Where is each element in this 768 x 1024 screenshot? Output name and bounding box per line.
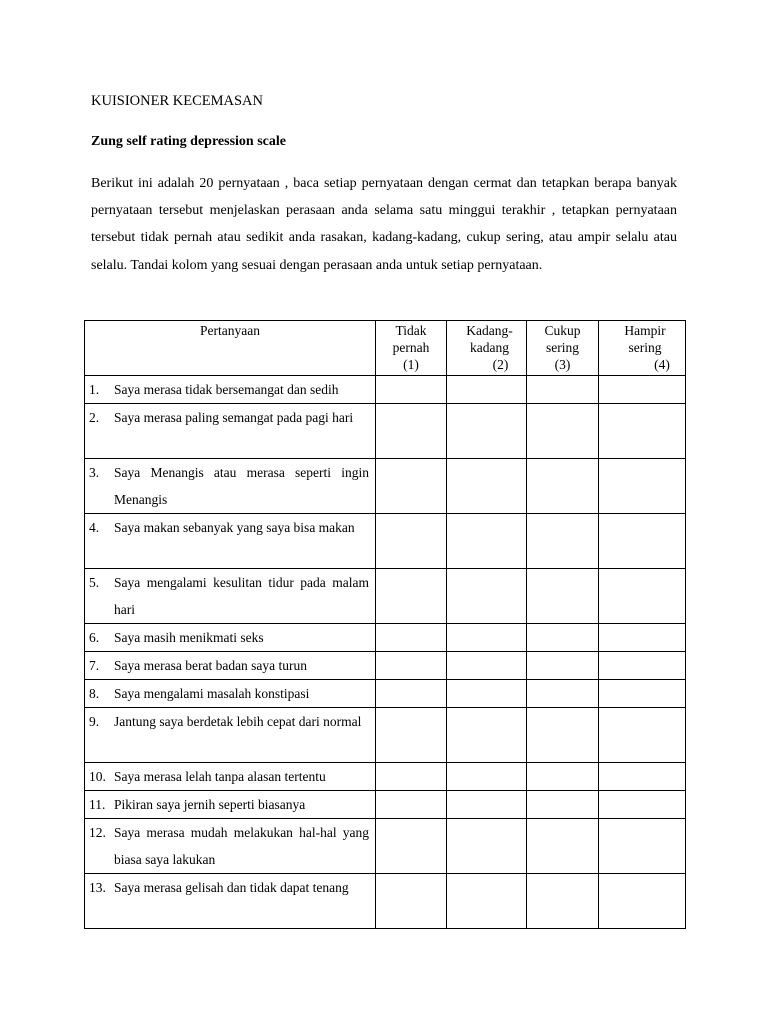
answer-cell-option-1[interactable] [376, 404, 447, 459]
intro-paragraph: Berikut ini adalah 20 pernyataan , baca setiap pernyataan dengan cermat dan tetapkan berapa banyak pernyataan tersebut menjelaskan perasaan anda selama satu minggui terakhir , tetapkan pernyataan tersebut tidak pernah atau sedikit anda rasakan, kadang-kadang, cukup sering, atau ampir selalu atau selalu. Tandai kolom yang sesuai dengan perasaan anda untuk setiap pernyataan. [91, 176, 677, 273]
question-row [85, 819, 686, 874]
answer-cell-option-4[interactable] [599, 680, 686, 708]
answer-cell-option-2[interactable] [447, 791, 527, 819]
question-number: 11. [89, 797, 106, 812]
question-row [85, 791, 686, 819]
question-number: 5. [89, 575, 100, 590]
answer-cell-option-1[interactable] [376, 819, 447, 874]
question-cell [85, 569, 376, 624]
questionnaire-table [84, 320, 686, 929]
question-text: Saya mengalami kesulitan tidur pada malam hari [114, 575, 369, 617]
answer-cell-option-1[interactable] [376, 569, 447, 624]
answer-cell-option-1[interactable] [376, 376, 447, 404]
answer-cell-option-2[interactable] [447, 569, 527, 624]
answer-cell-option-3[interactable] [527, 652, 599, 680]
answer-cell-option-3[interactable] [527, 404, 599, 459]
question-text: Pikiran saya jernih seperti biasanya [114, 797, 306, 812]
question-row [85, 459, 686, 514]
question-number: 2. [89, 410, 100, 425]
answer-cell-option-3[interactable] [527, 459, 599, 514]
header-option-2: Kadang- kadang (2) [447, 321, 527, 376]
answer-cell-option-3[interactable] [527, 791, 599, 819]
answer-cell-option-2[interactable] [447, 819, 527, 874]
question-cell [85, 819, 376, 874]
question-number: 10. [89, 769, 106, 784]
header-option-3: Cukup sering (3) [527, 321, 599, 376]
question-text: Saya merasa tidak bersemangat dan sedih [114, 382, 339, 397]
question-row [85, 680, 686, 708]
answer-cell-option-3[interactable] [527, 763, 599, 791]
question-text: Saya makan sebanyak yang saya bisa makan [114, 520, 355, 535]
answer-cell-option-3[interactable] [527, 376, 599, 404]
answer-cell-option-3[interactable] [527, 819, 599, 874]
question-number: 1. [89, 382, 100, 397]
answer-cell-option-3[interactable] [527, 708, 599, 763]
question-cell [85, 680, 376, 708]
question-cell [85, 763, 376, 791]
question-text: Saya Menangis atau merasa seperti ingin Menangis [114, 465, 369, 507]
answer-cell-option-2[interactable] [447, 874, 527, 929]
answer-cell-option-4[interactable] [599, 652, 686, 680]
question-number: 9. [89, 714, 100, 729]
question-row [85, 624, 686, 652]
answer-cell-option-2[interactable] [447, 680, 527, 708]
question-text: Saya masih menikmati seks [114, 630, 264, 645]
table-header-row [85, 321, 686, 376]
question-row [85, 763, 686, 791]
answer-cell-option-4[interactable] [599, 376, 686, 404]
question-row [85, 652, 686, 680]
answer-cell-option-4[interactable] [599, 624, 686, 652]
answer-cell-option-2[interactable] [447, 763, 527, 791]
answer-cell-option-1[interactable] [376, 624, 447, 652]
question-text: Saya merasa mudah melakukan hal-hal yang biasa saya lakukan [114, 825, 369, 867]
question-number: 13. [89, 880, 106, 895]
answer-cell-option-2[interactable] [447, 459, 527, 514]
question-row [85, 569, 686, 624]
answer-cell-option-4[interactable] [599, 459, 686, 514]
question-row [85, 874, 686, 929]
answer-cell-option-4[interactable] [599, 514, 686, 569]
header-option-1: Tidak pernah (1) [376, 321, 447, 376]
document-subtitle: Zung self rating depression scale [91, 134, 286, 149]
question-cell [85, 874, 376, 929]
answer-cell-option-3[interactable] [527, 680, 599, 708]
header-question: Pertanyaan [85, 321, 376, 376]
question-cell [85, 652, 376, 680]
answer-cell-option-1[interactable] [376, 763, 447, 791]
answer-cell-option-4[interactable] [599, 819, 686, 874]
question-cell [85, 624, 376, 652]
answer-cell-option-1[interactable] [376, 791, 447, 819]
answer-cell-option-4[interactable] [599, 708, 686, 763]
answer-cell-option-1[interactable] [376, 514, 447, 569]
question-row [85, 514, 686, 569]
answer-cell-option-2[interactable] [447, 652, 527, 680]
answer-cell-option-2[interactable] [447, 376, 527, 404]
answer-cell-option-3[interactable] [527, 624, 599, 652]
answer-cell-option-4[interactable] [599, 763, 686, 791]
question-cell [85, 404, 376, 459]
answer-cell-option-2[interactable] [447, 624, 527, 652]
question-cell [85, 791, 376, 819]
answer-cell-option-1[interactable] [376, 874, 447, 929]
answer-cell-option-2[interactable] [447, 404, 527, 459]
question-text: Saya merasa gelisah dan tidak dapat tenang [114, 880, 349, 895]
question-text: Saya merasa lelah tanpa alasan tertentu [114, 769, 326, 784]
question-text: Saya merasa paling semangat pada pagi hari [114, 410, 354, 425]
question-cell [85, 376, 376, 404]
question-number: 8. [89, 686, 100, 701]
answer-cell-option-1[interactable] [376, 680, 447, 708]
question-cell [85, 514, 376, 569]
document-title: KUISIONER KECEMASAN [91, 93, 263, 109]
question-number: 12. [89, 825, 106, 840]
header-option-4: Hampir sering (4) [599, 321, 686, 376]
question-row [85, 376, 686, 404]
question-text: Saya mengalami masalah konstipasi [114, 686, 310, 701]
question-number: 3. [89, 465, 100, 480]
answer-cell-option-2[interactable] [447, 514, 527, 569]
answer-cell-option-1[interactable] [376, 459, 447, 514]
question-cell [85, 459, 376, 514]
answer-cell-option-1[interactable] [376, 652, 447, 680]
question-number: 6. [89, 630, 100, 645]
answer-cell-option-2[interactable] [447, 708, 527, 763]
question-cell [85, 708, 376, 763]
answer-cell-option-1[interactable] [376, 708, 447, 763]
answer-cell-option-3[interactable] [527, 874, 599, 929]
answer-cell-option-4[interactable] [599, 569, 686, 624]
answer-cell-option-4[interactable] [599, 404, 686, 459]
answer-cell-option-3[interactable] [527, 514, 599, 569]
question-row [85, 404, 686, 459]
answer-cell-option-4[interactable] [599, 791, 686, 819]
question-number: 7. [89, 658, 100, 673]
question-row [85, 708, 686, 763]
question-text: Jantung saya berdetak lebih cepat dari normal [114, 714, 362, 729]
answer-cell-option-4[interactable] [599, 874, 686, 929]
answer-cell-option-3[interactable] [527, 569, 599, 624]
question-text: Saya merasa berat badan saya turun [114, 658, 308, 673]
question-number: 4. [89, 520, 100, 535]
